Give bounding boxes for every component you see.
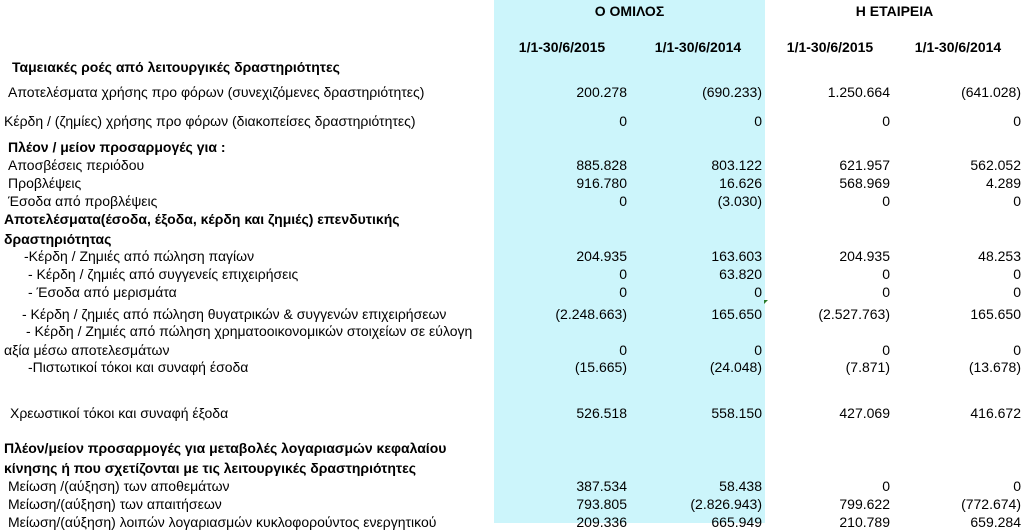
row-label: - Κέρδη / ζημιές από συγγενείς επιχειρήσεις	[28, 266, 299, 282]
row-value: 0	[1013, 193, 1021, 209]
row-value: 0	[882, 113, 890, 129]
row-label: Προβλέψεις	[8, 175, 82, 191]
row-value: 621.957	[839, 157, 890, 173]
table-row	[0, 156, 1024, 174]
row-label: - Κέρδη / Ζημιές από πώληση χρηματοοικονομικών στοιχείων σε εύλογη	[26, 323, 473, 339]
row-value: 16.626	[719, 175, 762, 191]
row-label: - Έσοδα από μερισμάτα	[28, 284, 177, 300]
row-value: 0	[754, 113, 762, 129]
row-value: 0	[882, 478, 890, 494]
row-label: Αποτελέσματα χρήσης προ φόρων (συνεχιζόμενες δραστηριότητες)	[8, 84, 425, 100]
row-label: αξία μέσω αποτελεσμάτων	[4, 342, 170, 358]
table-row	[0, 459, 1024, 477]
row-value: 0	[1013, 266, 1021, 282]
row-value: (7.871)	[845, 359, 890, 375]
row-value: 558.150	[711, 405, 762, 421]
period-header-group-2015: 1/1-30/6/2015	[518, 39, 606, 55]
row-label: - Κέρδη / ζημιές από πώληση θυγατρικών & συγγενών επιχειρήσεων	[22, 306, 447, 322]
row-label: Αποσβέσεις περιόδου	[8, 157, 145, 173]
table-row	[0, 283, 1024, 301]
row-value: 209.336	[576, 514, 627, 530]
table-row	[0, 83, 1024, 101]
row-value: 0	[619, 266, 627, 282]
table-row	[0, 230, 1024, 248]
row-value: (2.527.763)	[818, 306, 890, 322]
table-row	[0, 192, 1024, 210]
row-value: 0	[754, 342, 762, 358]
row-label: -Κέρδη / Ζημιές από πώληση παγίων	[24, 248, 255, 264]
row-value: 793.805	[576, 496, 627, 512]
period-header-company-2015: 1/1-30/6/2015	[786, 39, 874, 55]
row-value: 0	[1013, 478, 1021, 494]
row-value: 0	[619, 113, 627, 129]
row-value: 0	[1013, 284, 1021, 300]
table-row	[0, 58, 1024, 76]
row-label: Πλέον/μείον προσαρμογές για μεταβολές λογαριασμών κεφαλαίου	[4, 440, 447, 456]
row-value: 0	[1013, 113, 1021, 129]
table-row	[0, 404, 1024, 422]
row-value: 568.969	[839, 175, 890, 191]
row-label: Χρεωστικοί τόκοι και συναφή έξοδα	[10, 405, 229, 421]
row-value: (641.028)	[961, 84, 1021, 100]
table-row	[0, 265, 1024, 283]
row-value: 4.289	[985, 175, 1021, 191]
row-label: Έσοδα από προβλέψεις	[8, 193, 158, 209]
row-value: 48.253	[978, 248, 1021, 264]
row-value: 562.052	[970, 157, 1021, 173]
row-value: 916.780	[576, 175, 627, 191]
row-value: 0	[619, 284, 627, 300]
row-value: 526.518	[576, 405, 627, 421]
row-value: 0	[754, 284, 762, 300]
row-label: Μείωση/(αύξηση) των απαιτήσεων	[8, 496, 222, 512]
row-value: 0	[619, 342, 627, 358]
table-row	[0, 112, 1024, 130]
row-label: Ταμειακές ροές από λειτουργικές δραστηριότητες	[12, 59, 340, 75]
row-value: 58.438	[719, 478, 762, 494]
row-label: Μείωση/(αύξηση) λοιπών λογαριασμών κυκλοφορούντος ενεργητικού	[8, 514, 437, 530]
table-row	[0, 495, 1024, 513]
row-value: 204.935	[576, 248, 627, 264]
row-value: 204.935	[839, 248, 890, 264]
row-value: 165.650	[711, 306, 762, 322]
cell-comment-marker	[764, 300, 768, 304]
table-row	[0, 513, 1024, 531]
row-label: Μείωση /(αύξηση) των αποθεμάτων	[8, 478, 230, 494]
table-row	[0, 341, 1024, 359]
period-header-company-2014: 1/1-30/6/2014	[914, 39, 1002, 55]
row-value: 659.284	[970, 514, 1021, 530]
table-row	[0, 138, 1024, 156]
row-value: 1.250.664	[827, 84, 890, 100]
row-value: (3.030)	[717, 193, 762, 209]
row-value: 0	[1013, 342, 1021, 358]
row-value: 803.122	[711, 157, 762, 173]
row-value: 63.820	[719, 266, 762, 282]
row-value: 427.069	[839, 405, 890, 421]
table-row	[0, 174, 1024, 192]
table-row	[0, 358, 1024, 376]
row-value: 210.789	[839, 514, 890, 530]
row-value: 885.828	[576, 157, 627, 173]
row-value: 0	[882, 266, 890, 282]
table-row	[0, 247, 1024, 265]
row-label: Αποτελέσματα(έσοδα, έξοδα, κέρδη και ζημιές) επενδυτικής	[4, 211, 400, 227]
row-value: (2.826.943)	[690, 496, 762, 512]
row-value: 0	[882, 284, 890, 300]
row-label: δραστηριότητας	[4, 231, 112, 247]
group-header: Ο ΟΜΙΛΟΣ	[594, 3, 665, 19]
company-header: Η ΕΤΑΙΡΕΙΑ	[855, 3, 934, 19]
row-value: 665.949	[711, 514, 762, 530]
row-value: 0	[619, 193, 627, 209]
row-value: 165.650	[970, 306, 1021, 322]
row-label: κίνησης ή που σχετίζονται με τις λειτουργικές δραστηριότητες	[4, 460, 417, 476]
period-header-group-2014: 1/1-30/6/2014	[654, 39, 742, 55]
table-row	[0, 305, 1024, 323]
row-label: Κέρδη / (ζημίες) χρήσης προ φόρων (διακοπείσες δραστηριότητες)	[4, 113, 416, 129]
row-value: 387.534	[576, 478, 627, 494]
table-row	[0, 322, 1024, 340]
row-value: (690.233)	[702, 84, 762, 100]
row-value: 0	[882, 193, 890, 209]
row-value: 0	[882, 342, 890, 358]
row-value: (24.048)	[709, 359, 762, 375]
row-value: 163.603	[711, 248, 762, 264]
row-value: (772.674)	[961, 496, 1021, 512]
table-row	[0, 477, 1024, 495]
row-label: Πλέον / μείον προσαρμογές για :	[8, 139, 226, 155]
row-value: (15.665)	[574, 359, 627, 375]
row-value: (13.678)	[968, 359, 1021, 375]
table-row	[0, 210, 1024, 228]
row-value: 200.278	[576, 84, 627, 100]
row-value: 799.622	[839, 496, 890, 512]
row-value: 416.672	[970, 405, 1021, 421]
row-label: -Πιστωτικοί τόκοι και συναφή έσοδα	[28, 359, 249, 375]
table-row	[0, 439, 1024, 457]
row-value: (2.248.663)	[555, 306, 627, 322]
